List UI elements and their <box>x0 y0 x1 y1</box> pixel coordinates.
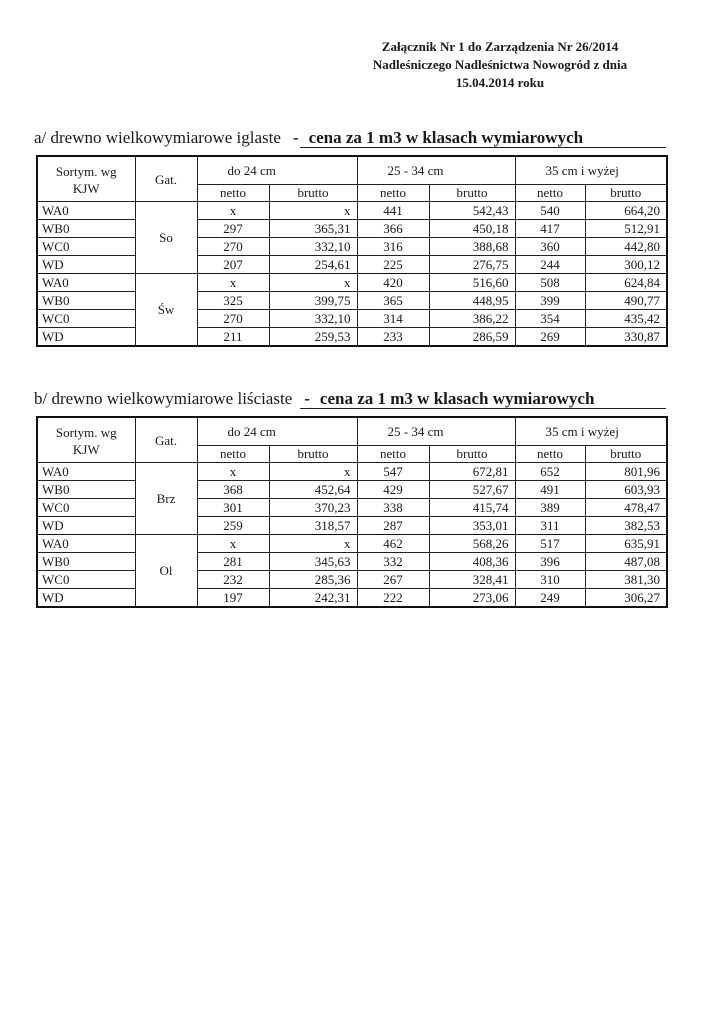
table-row <box>37 571 667 589</box>
cell-netto-25-34: 267 <box>357 571 429 589</box>
cell-sortym: WC0 <box>37 571 135 589</box>
col-group-25-34: 25 - 34 cm <box>357 417 515 446</box>
cell-netto-25-34: 429 <box>357 481 429 499</box>
cell-brutto-25-34: 415,74 <box>429 499 515 517</box>
cell-brutto-do24: 242,31 <box>269 589 357 608</box>
table-body <box>37 463 667 608</box>
cell-brutto-do24: x <box>269 202 357 220</box>
sub-header-brutto: brutto <box>269 185 357 202</box>
cell-brutto-25-34: 328,41 <box>429 571 515 589</box>
cell-netto-25-34: 441 <box>357 202 429 220</box>
table-row <box>37 481 667 499</box>
cell-brutto-25-34: 672,81 <box>429 463 515 481</box>
cell-netto-35plus: 417 <box>515 220 585 238</box>
cell-netto-35plus: 517 <box>515 535 585 553</box>
cell-netto-do24: x <box>197 463 269 481</box>
cell-sortym: WD <box>37 256 135 274</box>
cell-brutto-35plus: 300,12 <box>585 256 667 274</box>
cell-netto-do24: 301 <box>197 499 269 517</box>
cell-netto-do24: x <box>197 535 269 553</box>
cell-brutto-25-34: 568,26 <box>429 535 515 553</box>
document-header <box>340 38 660 92</box>
col-header-gat: Gat. <box>135 156 197 202</box>
cell-brutto-35plus: 487,08 <box>585 553 667 571</box>
table-row <box>37 589 667 608</box>
cell-netto-35plus: 311 <box>515 517 585 535</box>
sub-header-brutto: brutto <box>585 446 667 463</box>
cell-sortym: WB0 <box>37 553 135 571</box>
cell-sortym: WB0 <box>37 220 135 238</box>
cell-netto-35plus: 269 <box>515 328 585 347</box>
cell-brutto-do24: 365,31 <box>269 220 357 238</box>
cell-brutto-25-34: 450,18 <box>429 220 515 238</box>
col-group-do-24: do 24 cm <box>197 156 357 185</box>
sub-header-netto: netto <box>357 446 429 463</box>
cell-brutto-35plus: 801,96 <box>585 463 667 481</box>
cell-netto-35plus: 310 <box>515 571 585 589</box>
cell-sortym: WD <box>37 328 135 347</box>
cell-gat: Św <box>135 274 197 347</box>
cell-brutto-do24: 345,63 <box>269 553 357 571</box>
cell-brutto-35plus: 330,87 <box>585 328 667 347</box>
cell-netto-do24: 207 <box>197 256 269 274</box>
cell-brutto-35plus: 442,80 <box>585 238 667 256</box>
cell-netto-do24: x <box>197 274 269 292</box>
col-header-sortym: Sortym. wg KJW <box>37 417 135 463</box>
cell-brutto-do24: 318,57 <box>269 517 357 535</box>
cell-netto-25-34: 338 <box>357 499 429 517</box>
section-b-label: b/ drewno wielkowymiarowe liściaste <box>34 389 293 408</box>
cell-brutto-25-34: 408,36 <box>429 553 515 571</box>
cell-sortym: WD <box>37 589 135 608</box>
table-row <box>37 202 667 220</box>
cell-netto-do24: 270 <box>197 238 269 256</box>
cell-brutto-do24: 452,64 <box>269 481 357 499</box>
cell-brutto-do24: 259,53 <box>269 328 357 347</box>
sub-header-netto: netto <box>197 446 269 463</box>
sub-header-brutto: brutto <box>269 446 357 463</box>
table-row <box>37 292 667 310</box>
table-row <box>37 535 667 553</box>
cell-brutto-do24: x <box>269 535 357 553</box>
cell-brutto-25-34: 286,59 <box>429 328 515 347</box>
cell-netto-25-34: 233 <box>357 328 429 347</box>
price-table-hardwood <box>36 416 668 608</box>
cell-brutto-do24: x <box>269 463 357 481</box>
cell-netto-do24: 197 <box>197 589 269 608</box>
table-row <box>37 553 667 571</box>
cell-netto-35plus: 399 <box>515 292 585 310</box>
section-b-dash: - <box>304 389 310 408</box>
table-row <box>37 238 667 256</box>
sub-header-brutto: brutto <box>429 185 515 202</box>
col-group-do-24: do 24 cm <box>197 417 357 446</box>
cell-netto-do24: 259 <box>197 517 269 535</box>
cell-brutto-35plus: 435,42 <box>585 310 667 328</box>
sub-header-netto: netto <box>515 446 585 463</box>
cell-netto-35plus: 249 <box>515 589 585 608</box>
cell-sortym: WA0 <box>37 535 135 553</box>
cell-netto-25-34: 462 <box>357 535 429 553</box>
cell-sortym: WD <box>37 517 135 535</box>
cell-sortym: WA0 <box>37 463 135 481</box>
cell-brutto-35plus: 490,77 <box>585 292 667 310</box>
cell-brutto-25-34: 527,67 <box>429 481 515 499</box>
sub-header-brutto: brutto <box>585 185 667 202</box>
section-a-dash: - <box>292 128 299 147</box>
cell-netto-25-34: 225 <box>357 256 429 274</box>
cell-sortym: WB0 <box>37 481 135 499</box>
table-row <box>37 220 667 238</box>
cell-netto-25-34: 365 <box>357 292 429 310</box>
table-row <box>37 328 667 347</box>
cell-netto-25-34: 287 <box>357 517 429 535</box>
cell-brutto-25-34: 273,06 <box>429 589 515 608</box>
cell-brutto-35plus: 635,91 <box>585 535 667 553</box>
cell-brutto-do24: x <box>269 274 357 292</box>
table-row <box>37 463 667 481</box>
cell-sortym: WC0 <box>37 499 135 517</box>
section-a-title <box>34 128 583 148</box>
cell-netto-25-34: 332 <box>357 553 429 571</box>
cell-netto-25-34: 366 <box>357 220 429 238</box>
col-header-gat: Gat. <box>135 417 197 463</box>
cell-brutto-do24: 370,23 <box>269 499 357 517</box>
cell-netto-35plus: 652 <box>515 463 585 481</box>
cell-brutto-25-34: 542,43 <box>429 202 515 220</box>
cell-brutto-25-34: 386,22 <box>429 310 515 328</box>
cell-netto-25-34: 314 <box>357 310 429 328</box>
cell-brutto-35plus: 381,30 <box>585 571 667 589</box>
cell-netto-do24: x <box>197 202 269 220</box>
section-b-title <box>34 389 594 409</box>
cell-brutto-25-34: 388,68 <box>429 238 515 256</box>
header-line-3: 15.04.2014 roku <box>455 75 545 90</box>
col-header-sortym: Sortym. wg KJW <box>37 156 135 202</box>
cell-brutto-25-34: 276,75 <box>429 256 515 274</box>
cell-netto-do24: 297 <box>197 220 269 238</box>
cell-netto-25-34: 420 <box>357 274 429 292</box>
cell-brutto-do24: 399,75 <box>269 292 357 310</box>
table-row <box>37 499 667 517</box>
cell-netto-35plus: 389 <box>515 499 585 517</box>
sub-header-brutto: brutto <box>429 446 515 463</box>
cell-gat: So <box>135 202 197 274</box>
cell-brutto-35plus: 478,47 <box>585 499 667 517</box>
cell-sortym: WC0 <box>37 238 135 256</box>
sub-header-netto: netto <box>515 185 585 202</box>
cell-brutto-35plus: 624,84 <box>585 274 667 292</box>
cell-brutto-25-34: 353,01 <box>429 517 515 535</box>
price-table-softwood <box>36 155 668 347</box>
header-line-1: Załącznik Nr 1 do Zarządzenia Nr 26/2014 <box>381 39 619 54</box>
cell-netto-35plus: 360 <box>515 238 585 256</box>
cell-netto-25-34: 547 <box>357 463 429 481</box>
section-a-label: a/ drewno wielkowymiarowe iglaste <box>34 128 281 147</box>
cell-brutto-25-34: 448,95 <box>429 292 515 310</box>
section-a-desc: cena za 1 m3 w klasach wymiarowych <box>308 128 584 147</box>
table-body <box>37 202 667 347</box>
cell-brutto-do24: 332,10 <box>269 310 357 328</box>
cell-netto-35plus: 396 <box>515 553 585 571</box>
cell-netto-do24: 325 <box>197 292 269 310</box>
section-b-desc: cena za 1 m3 w klasach wymiarowych <box>319 389 595 408</box>
section-a-underline <box>300 147 666 148</box>
cell-netto-35plus: 491 <box>515 481 585 499</box>
section-b-underline <box>300 408 666 409</box>
cell-netto-35plus: 244 <box>515 256 585 274</box>
cell-brutto-35plus: 512,91 <box>585 220 667 238</box>
table-row <box>37 256 667 274</box>
cell-netto-do24: 232 <box>197 571 269 589</box>
table-row <box>37 517 667 535</box>
cell-gat: Ol <box>135 535 197 608</box>
cell-netto-25-34: 316 <box>357 238 429 256</box>
cell-brutto-do24: 254,61 <box>269 256 357 274</box>
cell-netto-35plus: 354 <box>515 310 585 328</box>
cell-sortym: WB0 <box>37 292 135 310</box>
cell-brutto-25-34: 516,60 <box>429 274 515 292</box>
cell-netto-do24: 281 <box>197 553 269 571</box>
cell-netto-35plus: 508 <box>515 274 585 292</box>
cell-brutto-35plus: 664,20 <box>585 202 667 220</box>
col-group-35-plus: 35 cm i wyżej <box>515 156 667 185</box>
cell-brutto-do24: 285,36 <box>269 571 357 589</box>
table-row <box>37 274 667 292</box>
cell-netto-do24: 270 <box>197 310 269 328</box>
header-line-2: Nadleśniczego Nadleśnictwa Nowogród z dnia <box>372 57 628 72</box>
cell-netto-35plus: 540 <box>515 202 585 220</box>
cell-sortym: WC0 <box>37 310 135 328</box>
cell-brutto-do24: 332,10 <box>269 238 357 256</box>
sub-header-netto: netto <box>357 185 429 202</box>
cell-netto-25-34: 222 <box>357 589 429 608</box>
table-row <box>37 310 667 328</box>
col-group-35-plus: 35 cm i wyżej <box>515 417 667 446</box>
cell-netto-do24: 368 <box>197 481 269 499</box>
cell-brutto-35plus: 306,27 <box>585 589 667 608</box>
cell-gat: Brz <box>135 463 197 535</box>
cell-sortym: WA0 <box>37 274 135 292</box>
sub-header-netto: netto <box>197 185 269 202</box>
cell-netto-do24: 211 <box>197 328 269 347</box>
cell-brutto-35plus: 603,93 <box>585 481 667 499</box>
cell-brutto-35plus: 382,53 <box>585 517 667 535</box>
cell-sortym: WA0 <box>37 202 135 220</box>
col-group-25-34: 25 - 34 cm <box>357 156 515 185</box>
